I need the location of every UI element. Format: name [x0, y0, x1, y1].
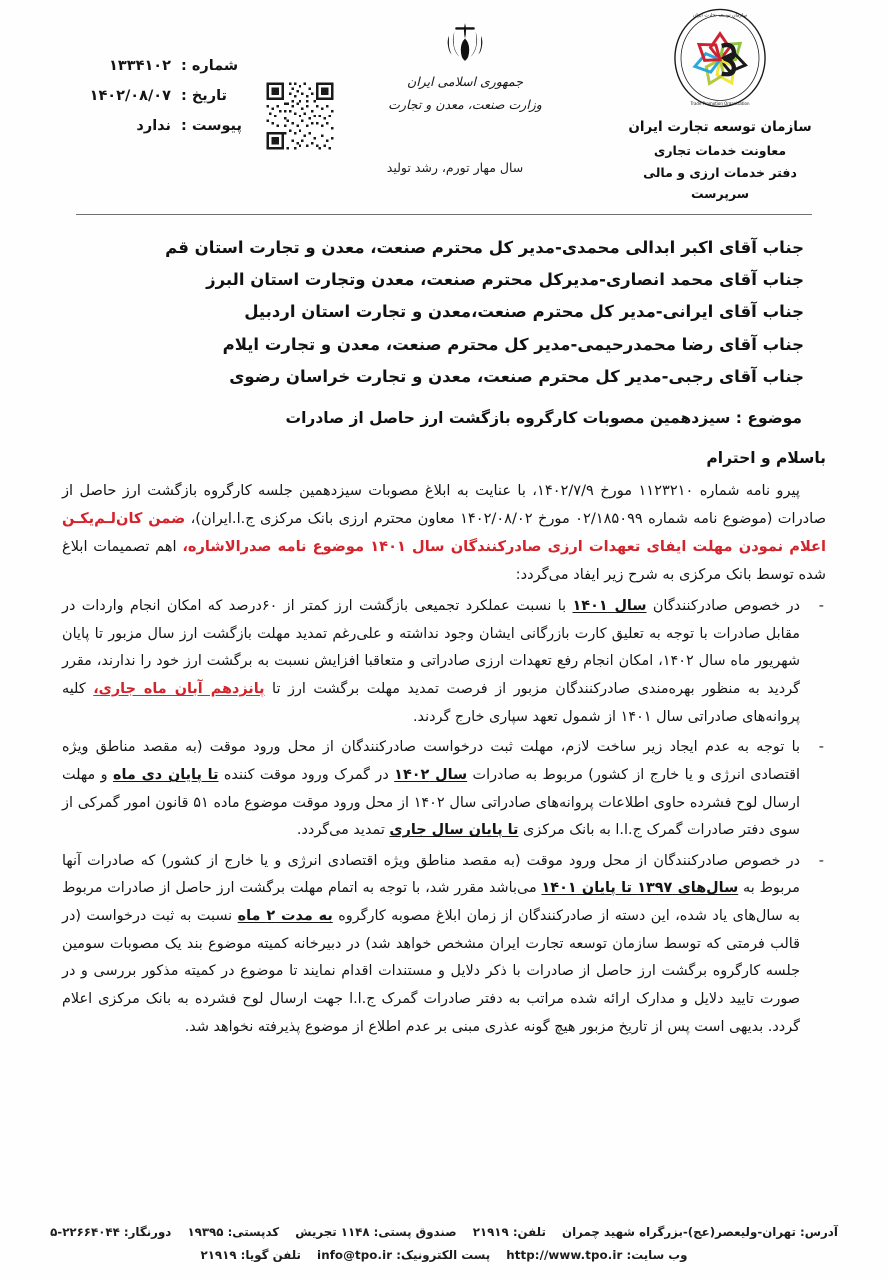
qr-code-icon [264, 72, 336, 164]
postcode-label: کدپستی: [227, 1225, 280, 1240]
fax-label: دورنگار: [123, 1225, 172, 1240]
intro-part-2: اهم تصمیمات ابلاغ شده توسط بانک مرکزی به شرح زیر ایفاد می‌گردد: [62, 537, 826, 583]
bullet-marker: - [818, 597, 824, 614]
voice-phone-value: ۲۱۹۱۹ [200, 1247, 237, 1262]
attachment-value: ندارد [136, 118, 171, 134]
address-value: تهران-ولیعصر(عج)-بزرگراه شهید چمران [562, 1225, 796, 1240]
email-label: پست الکترونیک: [396, 1247, 491, 1262]
letterhead [0, 0, 888, 212]
date-value: ۱۴۰۲/۰۸/۰۷ [89, 88, 171, 104]
bullet-marker: - [818, 852, 824, 869]
bullet-2-seg-0: با توجه به عدم ایجاد زیر ساخت لازم، مهلت ثبت درخواست صادرکنندگان از محل ورود موقت (به مقصد مناطق ویژه اقتصادی انرژی و یا خارج از کشور) مربوط به صادرات [62, 739, 800, 783]
salutation: باسلام و احترام [706, 448, 826, 467]
number-value: ۱۳۳۴۱۰۲ [109, 58, 171, 74]
org-role: سرپرست [690, 186, 750, 202]
letter-meta [44, 58, 249, 148]
recipient-list [62, 232, 826, 393]
recipient-line: جناب آقای محمد انصاری-مدیرکل محترم صنعت، معدن وتجارت استان البرز [206, 270, 804, 290]
subject-line: موضوع : سیزدهمین مصوبات کارگروه بازگشت ارز حاصل از صادرات [285, 408, 802, 427]
footer-contact-line-1 [40, 1221, 848, 1243]
bullet-1-seg-2: با نسبت عملکرد تجمیعی بازگشت ارز کمتر از ۶۰درصد که امکان انجام واردات در مقابل صادرات با توجه به تعلیق کارت بازرگانی ایشان وجود نداشته و علی‌رغم تمدید مهلت بازگشت ارز سال مزبور تا پایان شهریور ماه سال ۱۴۰۲، امکان انجام رفع تعهدات ارزی صادراتی و متعاقبا افزایش نسبت به برگشت ارز خود را ندارند، مقرر گردید به منظور بهره‌مندی صادرکنندگان مزبور از فرصت تمدید مهلت برگشت ارز تا [62, 597, 801, 697]
date-label: تاریخ : [181, 88, 227, 104]
org-name: سازمان توسعه تجارت ایران [628, 119, 812, 135]
phone-label: تلفن: [512, 1225, 546, 1240]
bullet-3-seg-4: نسبت به ثبت درخواست (در قالب فرمتی که توسط سازمان توسعه تجارت ایران مشخص خواهد شد) در دبیرخانه کمیته موضوع بند یک مصوبات سومین جلسه کارگروه برگشت ارز حاصل از صادرات با ذکر دلایل و مستندات اقدام نمایند تا موضوع در کمیته مذکور بررسی و در صورت تایید دلایل و مدارک ارائه شده مراتب به دفتر صادرات گمرک ج.ا.ا جهت ارسال لوح فشرده به بانک مرکزی اعلام گردد. بدیهی است پس از تاریخ مزبور هیچ گونه عذری مبنی بر عدم اطلاع از موضوع پذیرفته نخواهد شد. [62, 908, 800, 1035]
meta-row-attachment [44, 118, 249, 134]
footer-contact-line-2 [40, 1244, 848, 1266]
bullet-1-seg-1: سال ۱۴۰۱ [572, 597, 647, 614]
ministry-country: جمهوری اسلامی ایران [407, 74, 523, 89]
ministry-block [360, 18, 570, 116]
iran-emblem-icon [444, 18, 486, 66]
website-url[interactable]: http://www.tpo.ir [506, 1247, 623, 1262]
intro-part-1: پیرو نامه شماره ۱۱۲۳۲۱۰ مورخ ۱۴۰۲/۷/۹، با عنایت به ابلاغ مصوبات سیزدهمین جلسه کارگروه بازگشت ارز حاصل از صادرات (موضوع نامه شماره ۰۲/۱۸۵۰۹۹ مورخ ۱۴۰۲/۰۸/۰۲ معاون محترم ارزی بانک مرکزی ج.ا.ایران)، [62, 481, 826, 527]
bullet-marker: - [818, 739, 824, 756]
bullet-item-3 [62, 848, 826, 1042]
bullet-item-2 [62, 734, 826, 845]
bullet-3-seg-0: در خصوص صادرکنندگان از محل ورود موقت (به مقصد مناطق ویژه اقتصادی انرژی و یا خارج از کشور) که صادرات آنها مربوط به [62, 852, 801, 897]
attachment-label: پیوست : [181, 118, 242, 134]
bullet-2-seg-2: در گمرک ورود موقت کننده [218, 766, 395, 783]
ministry-name: وزارت صنعت، معدن و تجارت [388, 97, 542, 113]
org-deputy: معاونت خدمات تجاری [653, 142, 787, 158]
voice-phone-label: تلفن گویا: [240, 1247, 301, 1262]
number-label: شماره : [181, 58, 239, 74]
letter-body [62, 232, 826, 1194]
recipient-line: جناب آقای اکبر ابدالی محمدی-مدیر کل محترم صنعت، معدن و تجارت استان قم [165, 238, 804, 257]
tpo-logo [668, 6, 772, 110]
postcode-value: ۱۹۳۹۵ [187, 1225, 224, 1240]
phone-value: ۲۱۹۱۹ [472, 1225, 509, 1240]
pobox-value: ۱۱۴۸ تجریش [295, 1225, 370, 1240]
recipient-line: جناب آقای رجبی-مدیر کل محترم صنعت، معدن و تجارت خراسان رضوی [229, 366, 804, 386]
pobox-label: صندوق پستی: [373, 1225, 457, 1240]
bullet-3-seg-3: به مدت ۲ ماه [237, 908, 333, 925]
bullet-2-seg-5: تا پایان سال جاری [389, 822, 519, 839]
svg-text:Trade Promotion Organization: Trade Promotion Organization [690, 100, 750, 106]
bullet-item-1 [62, 593, 826, 731]
bullet-1-seg-4: کلیه پروانه‌های صادراتی سال ۱۴۰۱ از شمول تعهد سپاری خارج گردند. [62, 680, 800, 725]
svg-text:سازمان توسعه تجارت ایران: سازمان توسعه تجارت ایران [692, 13, 748, 19]
bullet-1-seg-3: پانزدهم آبان ماه جاری، [93, 680, 265, 697]
address-label: آدرس: [800, 1225, 838, 1240]
meta-row-date [44, 88, 249, 104]
organization-block [586, 6, 854, 205]
header-divider [76, 214, 812, 215]
website-label: وب سایت: [626, 1247, 688, 1262]
org-office: دفتر خدمات ارزی و مالی [643, 164, 797, 180]
bullet-2-seg-1: سال ۱۴۰۲ [394, 766, 468, 783]
bullet-2-seg-4: و مهلت ارسال لوح فشرده حاوی اطلاعات پروانه‌های صادراتی سال ۱۴۰۲ از محل ورود موقت موضوع ماده ۵۱ قانون امور گمرکی از سوی دفتر صادرات گمرک ج.ا.ا به بانک مرکزی [62, 766, 800, 839]
email-address[interactable]: info@tpo.ir [317, 1247, 393, 1262]
bullet-1-seg-0: در خصوص صادرکنندگان [646, 597, 800, 614]
recipient-line: جناب آقای رضا محمدرحیمی-مدیر کل محترم صنعت، معدن و تجارت ایلام [222, 334, 804, 354]
year-slogan: سال مهار تورم، رشد تولید [386, 160, 524, 175]
recipient-line: جناب آقای ایرانی-مدیر کل محترم صنعت،معدن و تجارت استان اردبیل [244, 302, 804, 322]
bullet-2-seg-6: تمدید می‌گردد. [296, 822, 390, 839]
fax-value: ۲۲۶۶۴۰۴۴-۵ [50, 1225, 120, 1240]
meta-row-number [44, 58, 249, 74]
bullet-3-seg-2: می‌باشد مقرر شد، با توجه به اتمام مهلت برگشت ارز حاصل از صادرات مربوط به سال‌های یاد شده، این دسته از صادرکنندگان از زمان ابلاغ مصوبه کارگروه [62, 880, 800, 925]
bullet-2-seg-3: تا پایان دی ماه [112, 766, 219, 783]
intro-paragraph [62, 477, 826, 589]
letter-footer [40, 1221, 848, 1266]
bullet-3-seg-1: سال‌های ۱۳۹۷ تا پایان ۱۴۰۱ [541, 880, 739, 897]
intro-red-highlight: ضمن کان‌لـم‌یکـن اعلام نمودن مهلت ایفای تعهدات ارزی صادرکنندگان سال ۱۴۰۱ موضوع نامه صدرالاشاره، [62, 509, 826, 555]
